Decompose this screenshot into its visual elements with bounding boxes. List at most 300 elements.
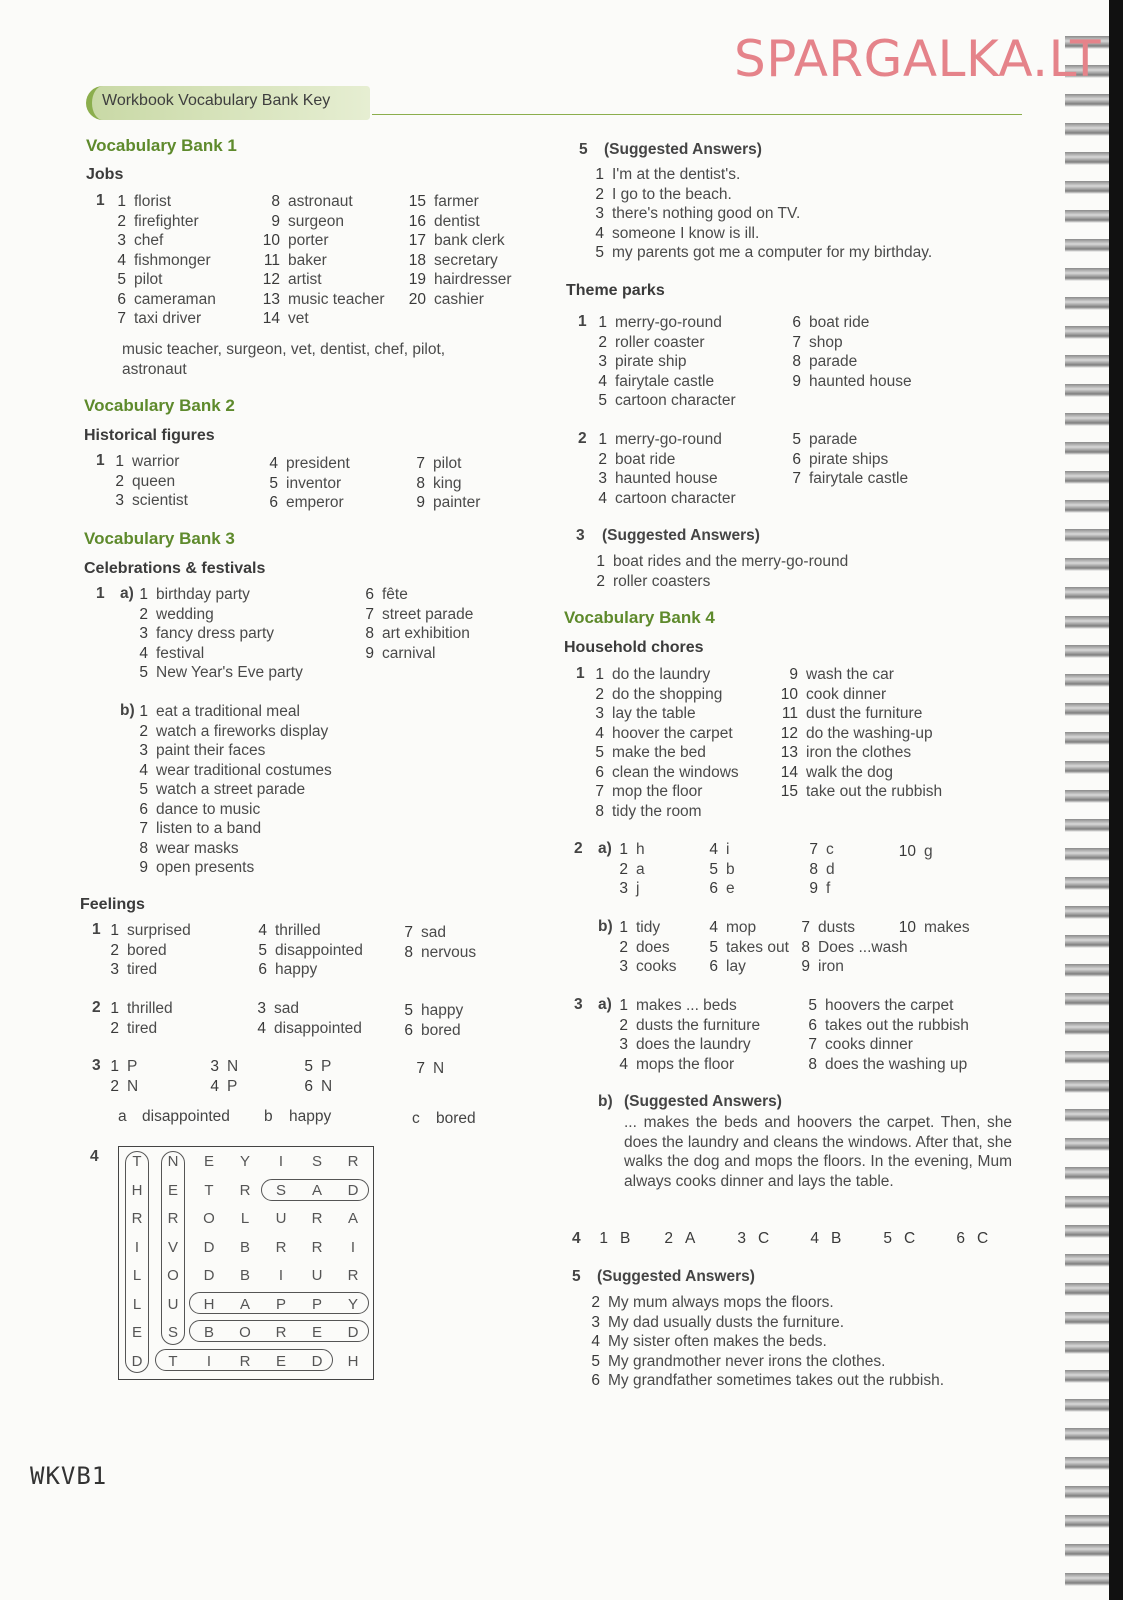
grid-letter: E [203,1153,214,1170]
answer-pair [653,1230,726,1248]
item-number: 10 [898,919,916,936]
grid-letter: R [239,1181,251,1199]
item-text: my parents got me a computer for my birthday. [612,244,933,261]
list-item [128,624,303,644]
vb3-b-list [128,702,332,878]
item-text: carnival [382,644,436,662]
feelings-q3-b-answer: happy [289,1108,332,1125]
grid-letter: R [167,1210,179,1227]
list-item [584,782,739,802]
list-item [608,1055,760,1075]
item-text: lay the table [612,705,696,722]
item-text: disappointed [274,1019,362,1037]
grid-letter: D [347,1181,359,1199]
item-number: 3 [257,1000,266,1017]
item-text: secretary [434,251,498,269]
item-number: 4 [139,761,148,779]
list-item [584,685,739,705]
list-item [778,763,942,783]
item-text: cooks [636,958,677,975]
item-text: bank clerk [434,232,505,249]
item-text: Does ...wash [818,938,908,956]
answer-pair [945,1230,1018,1248]
grid-letter: T [168,1352,178,1370]
item-number: 3 [115,492,124,509]
feelings-q3-number: 3 [92,1057,101,1074]
grid-letter: D [311,1352,323,1370]
list-item [258,474,350,494]
item-number: 6 [792,314,801,331]
item-text: thrilled [127,1000,173,1017]
item-number: 2 [596,572,605,590]
item-text: hairdresser [434,271,512,288]
list-item [608,860,645,880]
list-item [260,270,384,290]
item-text: sad [274,1000,299,1017]
list-item [608,840,645,860]
vb4-q2b-c [790,918,908,977]
vb3-a-label: a) [120,585,134,602]
item-text: firefighter [134,212,199,230]
list-item [128,780,332,800]
item-text: makes [924,919,970,936]
item-text: My grandmother never irons the clothes. [608,1352,886,1370]
item-number: 12 [780,724,798,742]
r5-heading: (Suggested Answers) [604,141,762,158]
list-item [798,840,835,860]
item-text: dusts [818,919,856,936]
item-number: 5 [598,392,607,409]
answer-pair [726,1230,799,1248]
item-text: mops the floor [636,1055,735,1073]
item-text: bored [127,941,167,959]
item-text: A [685,1230,696,1247]
grid-letter: A [239,1295,250,1313]
item-number: 2 [110,1019,119,1037]
item-text: birthday party [156,586,250,603]
list-item [260,309,384,329]
grid-letter: L [132,1267,142,1284]
list-item [781,469,908,489]
item-number: 9 [271,212,280,230]
item-number: 7 [595,783,604,800]
oval-bored [189,1320,369,1342]
list-item [128,761,332,781]
list-item [405,493,480,513]
item-text: baker [288,251,327,269]
item-number: 3 [595,705,604,722]
list-item [778,782,942,802]
vb4-q2-b-label: b) [598,918,613,935]
item-text: f [826,880,831,897]
item-text: boat ride [615,450,676,468]
item-number: 3 [117,232,126,249]
item-number: 9 [792,372,801,390]
item-number: 8 [792,353,801,370]
item-number: 11 [781,705,798,722]
list-item [698,879,735,899]
list-item [698,918,789,938]
vb1-list-c [406,192,512,309]
item-text: painter [433,494,481,511]
list-item [247,921,363,941]
item-text: do the shopping [612,685,723,703]
grid-letter: E [131,1324,142,1341]
item-text: N [127,1077,139,1095]
list-item [585,572,848,592]
feelings-q3-c-letter: c [412,1110,420,1127]
vb2-q1-number: 1 [96,452,105,469]
vb3-b-label: b) [120,702,135,719]
item-number: 1 [117,193,126,210]
item-text: wear masks [156,839,239,857]
item-text: fishmonger [134,251,211,269]
item-text: mop [726,919,757,936]
list-item [781,352,912,372]
grid-letter: R [311,1210,323,1227]
banner-title: Workbook Vocabulary Bank Key [102,92,331,109]
item-text: eat a traditional meal [156,703,300,720]
grid-letter: A [311,1181,322,1199]
item-text: tired [127,1019,158,1037]
grid-letter: H [203,1295,215,1313]
list-item [584,665,739,685]
item-text: hoovers the carpet [825,997,954,1014]
item-text: wear traditional costumes [156,761,332,779]
item-text: My mum always mops the floors. [608,1294,834,1311]
item-number: 3 [598,470,607,487]
item-text: pilot [433,455,462,472]
list-item [608,879,645,899]
vb1-title: Vocabulary Bank 1 [86,136,237,155]
item-text: art exhibition [382,625,470,642]
list-item [246,1019,362,1039]
vb4-q2b-a [608,918,677,977]
list-item [797,1016,969,1036]
item-number: 3 [110,961,119,978]
list-item [580,1352,944,1372]
item-number: 7 [801,919,810,936]
list-item [247,941,363,961]
r5-number: 5 [579,141,588,158]
list-item [405,454,480,474]
item-number: 13 [780,744,798,761]
list-item [608,1035,760,1055]
grid-letter: R [311,1238,323,1256]
list-item [580,1332,944,1352]
item-text: iron the clothes [806,744,912,761]
item-text: hoover the carpet [612,724,733,742]
item-text: wash the car [806,666,894,683]
item-text: tidy [636,919,661,936]
item-number: 3 [139,625,148,642]
item-number: 1 [595,166,604,183]
item-text: fairytale castle [809,470,909,487]
item-text: open presents [156,859,255,876]
item-text: queen [132,472,176,490]
grid-letter: R [131,1210,143,1227]
item-text: bored [421,1021,461,1039]
list-item [406,251,512,271]
r5-list [584,165,932,263]
grid-letter: E [311,1324,322,1341]
vb4-q3a-b [797,996,969,1074]
vb4-q2b-d [896,918,970,938]
item-text: pirate ship [615,353,687,370]
item-number: 8 [416,474,425,492]
list-item [584,743,739,763]
item-number: 8 [809,860,818,878]
grid-letter: I [350,1238,356,1256]
vb2-list-b [258,454,350,513]
grid-letter: R [275,1324,287,1341]
grid-letter: I [134,1238,140,1256]
vb4-q1-number: 1 [576,665,585,682]
item-number: 3 [619,958,628,975]
item-text: takes out the rubbish [825,1016,969,1034]
vb3-q1-number: 1 [96,585,105,602]
item-number: 5 [808,997,817,1014]
oval-nervous [161,1151,185,1345]
item-text: boat ride [809,314,870,331]
grid-letter: B [239,1267,250,1284]
grid-letter: R [347,1153,359,1170]
vb4-q2a-d [896,842,933,862]
list-item [580,1313,944,1333]
list-item [896,842,933,862]
item-text: take out the rubbish [806,783,943,800]
item-number: 1 [115,453,124,470]
vb4-q2a-a [608,840,645,899]
list-item [584,763,739,783]
list-item [104,452,188,472]
item-text: nervous [421,943,477,961]
grid-letter: V [167,1238,178,1256]
item-text: cook dinner [806,685,887,703]
vb4-subtitle: Household chores [564,639,704,656]
grid-letter: O [167,1267,179,1284]
list-item [128,663,303,683]
item-number: 15 [408,193,426,210]
grid-letter: H [131,1181,143,1199]
item-number: 1 [619,919,628,936]
grid-letter: T [204,1181,214,1199]
grid-letter: I [278,1267,284,1284]
oval-thrilled [125,1151,149,1373]
list-item [128,858,332,878]
list-item [797,1035,969,1055]
vb3-subtitle: Celebrations & festivals [84,560,266,577]
item-number: 3 [619,1036,628,1053]
list-item [128,819,332,839]
item-number: 4 [269,455,278,472]
grid-letter: P [275,1295,286,1313]
item-number: 2 [139,722,148,740]
list-item [580,1293,944,1313]
vb2-subtitle: Historical figures [84,427,215,444]
list-item [608,918,677,938]
item-number: 14 [780,763,798,781]
list-item [406,192,512,212]
feelings-q3-b [199,1057,238,1096]
item-number: 6 [792,450,801,468]
list-item [406,290,512,310]
list-item [587,469,736,489]
grid-letter: O [203,1210,215,1227]
item-text: j [636,880,640,897]
item-text: there's nothing good on TV. [612,205,801,222]
list-item [260,212,384,232]
item-number: 5 [883,1230,892,1247]
item-number: 6 [365,586,374,603]
item-text: I'm at the dentist's. [612,166,741,183]
vb4-q3b-paragraph: ... makes the beds and hoovers the carpet. Then, she does the laundry and cleans the windows. After that, she walks the dog and mops the floors. In the evening, Mum always cooks dinner and lays the table. [624,1114,1012,1190]
theme-q2-number: 2 [578,430,587,447]
item-number: 2 [117,212,126,230]
feelings-q3-a-letter: a [118,1108,127,1125]
list-item [781,313,912,333]
list-item [584,243,932,263]
item-text: disappointed [275,941,363,959]
list-item [106,231,216,251]
item-number: 5 [139,781,148,798]
theme-q3-heading: (Suggested Answers) [602,527,760,544]
item-number: 5 [404,1002,413,1019]
feelings-q1-b [247,921,363,980]
list-item [106,309,216,329]
list-item [587,489,736,509]
list-item [260,290,384,310]
list-item [778,704,942,724]
list-item [698,957,789,977]
vb4-q3-b-label: b) [598,1093,613,1110]
item-number: 6 [404,1021,413,1039]
item-text: B [620,1230,631,1247]
item-text: mop the floor [612,783,703,800]
item-number: 2 [115,472,124,490]
item-text: scientist [132,492,188,509]
grid-letter: R [239,1352,251,1370]
item-text: cashier [434,290,484,308]
list-item [584,802,739,822]
item-number: 20 [408,290,426,308]
item-number: 7 [117,310,126,327]
feelings-q3-c [293,1057,332,1096]
list-item [797,1055,969,1075]
theme-q3-number: 3 [576,527,585,544]
item-number: 4 [139,644,148,662]
item-number: 3 [595,205,604,222]
theme-q1-b [781,313,912,391]
item-text: tired [127,961,158,978]
item-text: florist [134,193,172,210]
item-number: 3 [139,742,148,759]
item-text: farmer [434,193,479,210]
list-item [104,491,188,511]
item-number: 8 [808,1055,817,1073]
item-number: 3 [210,1058,219,1075]
watermark: SPARGALKA.LT [734,30,1102,88]
item-text: happy [275,961,318,978]
list-item [354,605,473,625]
item-text: merry-go-round [615,314,722,331]
vb1-q1-number: 1 [96,192,105,209]
item-text: B [831,1230,842,1247]
list-item [405,1059,444,1079]
item-text: cartoon character [615,489,736,507]
feelings-q1-c [393,923,476,962]
item-text: make the bed [612,744,706,761]
item-text: lay [726,958,746,975]
item-text: artist [288,271,322,288]
vb4-q2-a-label: a) [598,840,612,857]
item-number: 10 [898,843,916,860]
item-number: 4 [591,1333,600,1350]
item-text: president [286,455,350,472]
list-item [798,879,835,899]
list-item [293,1057,332,1077]
theme-q3-list [585,552,848,591]
item-number: 5 [595,744,604,761]
item-number: 4 [595,224,604,242]
list-item [99,999,173,1019]
list-item [247,960,363,980]
item-text: surgeon [288,212,345,230]
item-number: 2 [619,938,628,956]
grid-letter: D [347,1324,359,1341]
grid-letter: N [167,1153,179,1170]
list-item [580,1371,944,1391]
grid-letter: L [132,1295,142,1313]
grid-letter: D [203,1267,215,1284]
item-number: 1 [110,1000,119,1017]
grid-letter: T [132,1153,142,1170]
vb4-q2a-b [698,840,735,899]
item-number: 19 [408,271,426,288]
list-item [406,231,512,251]
item-text: P [227,1077,238,1095]
list-item [128,741,332,761]
item-text: b [726,860,735,878]
list-item [587,450,736,470]
item-number: 8 [595,802,604,820]
item-text: sad [421,924,446,941]
list-item [698,860,735,880]
item-text: does the laundry [636,1036,751,1053]
item-number: 2 [598,450,607,468]
item-number: 6 [595,763,604,781]
list-item [99,1077,138,1097]
list-item [698,938,789,958]
item-number: 2 [591,1294,600,1311]
list-item [790,918,908,938]
item-text: astronaut [288,193,353,210]
answer-pair [872,1230,945,1248]
item-number: 5 [304,1058,313,1075]
list-item [587,391,736,411]
list-item [258,493,350,513]
item-number: 12 [262,271,280,288]
item-text: N [433,1060,445,1077]
feelings-q2-b [246,999,362,1038]
list-item [584,165,932,185]
feelings-q3-b-letter: b [264,1108,273,1125]
feelings-q1-number: 1 [92,921,101,938]
oval-happy [189,1292,369,1314]
item-number: 2 [619,860,628,878]
item-number: 7 [139,820,148,837]
item-number: 6 [808,1016,817,1034]
